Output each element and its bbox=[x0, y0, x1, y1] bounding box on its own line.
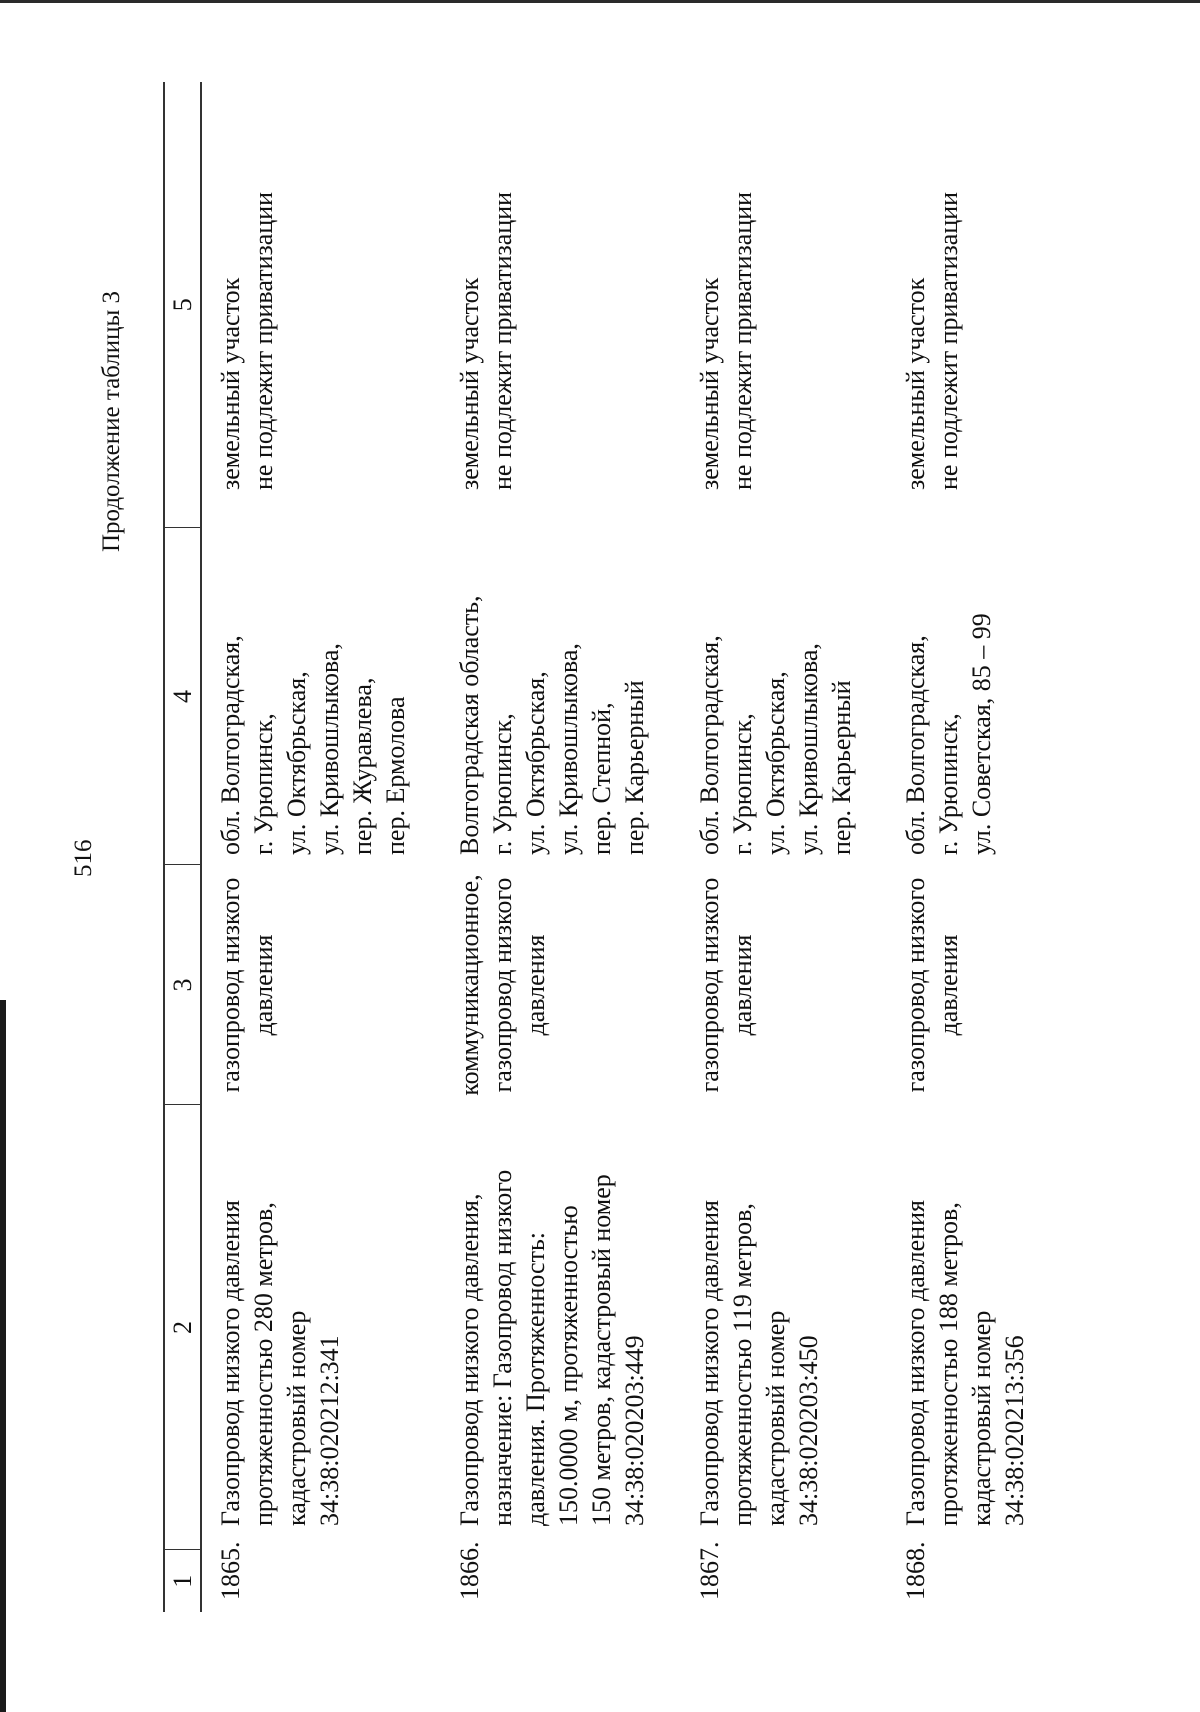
object-note: земельный участок не подлежит приватизации bbox=[695, 191, 757, 490]
column-header-5: 5 bbox=[164, 82, 201, 528]
object-purpose: газопровод низкого давления bbox=[695, 877, 757, 1093]
row-number: 1868. bbox=[901, 1541, 930, 1600]
object-note: земельный участок не подлежит приватизации bbox=[455, 191, 517, 490]
row-number: 1867. bbox=[695, 1541, 724, 1600]
table-row bbox=[201, 82, 441, 1612]
table-header-row bbox=[164, 82, 201, 1612]
property-table bbox=[163, 82, 1079, 1612]
row-number: 1866. bbox=[455, 1541, 484, 1600]
column-header-4: 4 bbox=[164, 528, 201, 865]
object-address: обл. Волгоградская, г. Урюпинск, ул. Октябрьская, ул. Кривошлыкова, пер. Журавлева, пер. Ермолова bbox=[216, 635, 410, 855]
object-description: Газопровод низкого давления протяженностью 119 метров, кадастровый номер 34:38:020203:450 bbox=[695, 1200, 823, 1526]
table-row bbox=[887, 82, 1079, 1612]
object-purpose: газопровод низкого давления bbox=[216, 877, 278, 1093]
object-purpose: газопровод низкого давления bbox=[901, 877, 963, 1093]
object-note: земельный участок не подлежит приватизации bbox=[901, 191, 963, 490]
object-address: обл. Волгоградская, г. Урюпинск, ул. Октябрьская, ул. Кривошлыкова, пер. Карьерный bbox=[695, 635, 856, 855]
table-row bbox=[681, 82, 887, 1612]
column-header-2: 2 bbox=[164, 1105, 201, 1550]
object-note: земельный участок не подлежит приватизации bbox=[216, 191, 278, 490]
object-address: обл. Волгоградская, г. Урюпинск, ул. Советская, 85 – 99 bbox=[901, 613, 996, 855]
object-description: Газопровод низкого давления, назначение: Газопровод низкого давления. Протяженность: 150.0000 м, протяженностью 150 метров, кадастровый номер 34:38:020203:449 bbox=[455, 1169, 649, 1526]
table-row bbox=[441, 82, 681, 1612]
column-header-3: 3 bbox=[164, 865, 201, 1105]
table-caption: Продолжение таблицы 3 bbox=[98, 290, 125, 552]
object-purpose: коммуникационное, газопровод низкого давления bbox=[455, 874, 550, 1096]
object-description: Газопровод низкого давления протяженностью 280 метров, кадастровый номер 34:38:020212:341 bbox=[216, 1200, 344, 1526]
page-number: 516 bbox=[70, 839, 97, 877]
row-number: 1865. bbox=[216, 1541, 245, 1600]
object-address: Волгоградская область, г. Урюпинск, ул. Октябрьская, ул. Кривошлыкова, пер. Степной, пер. Карьерный bbox=[455, 595, 649, 855]
column-header-1: 1 bbox=[164, 1550, 201, 1612]
object-description: Газопровод низкого давления протяженностью 188 метров, кадастровый номер 34:38:020213:356 bbox=[901, 1200, 1029, 1526]
